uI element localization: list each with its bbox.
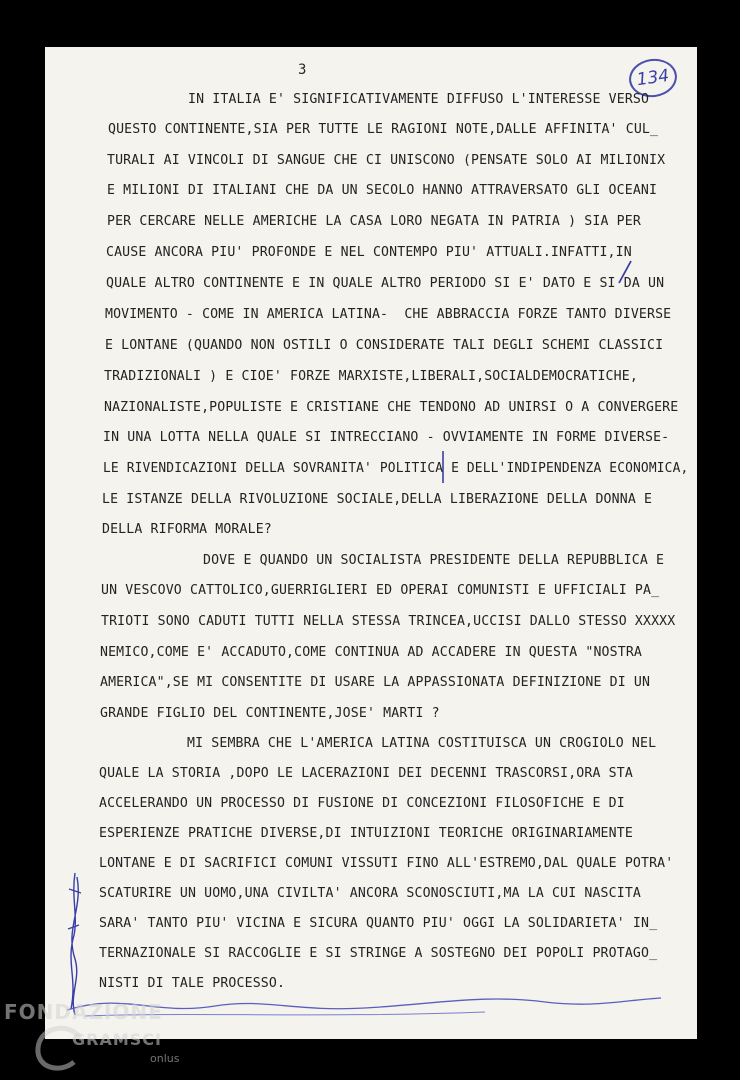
page-number: 3 [298, 62, 307, 78]
text-line: SARA' TANTO PIU' VICINA E SICURA QUANTO PIU' OGGI LA SOLIDARIETA' IN_ [99, 916, 658, 931]
text-line: QUESTO CONTINENTE,SIA PER TUTTE LE RAGIONI NOTE,DALLE AFFINITA' CUL_ [108, 122, 659, 137]
text-line: NAZIONALISTE,POPULISTE E CRISTIANE CHE TENDONO AD UNIRSI O A CONVERGERE [104, 400, 679, 415]
text-line: LONTANE E DI SACRIFICI COMUNI VISSUTI FINO ALL'ESTREMO,DAL QUALE POTRA' [99, 856, 674, 871]
text-line: ESPERIENZE PRATICHE DIVERSE,DI INTUIZIONI TEORICHE ORIGINARIAMENTE [99, 826, 633, 841]
text-line: PER CERCARE NELLE AMERICHE LA CASA LORO NEGATA IN PATRIA ) SIA PER [107, 214, 641, 229]
foundation-watermark [0, 990, 200, 1080]
text-line: UN VESCOVO CATTOLICO,GUERRIGLIERI ED OPERAI COMUNISTI E UFFICIALI PA_ [101, 583, 660, 598]
text-line: AMERICA",SE MI CONSENTITE DI USARE LA APPASSIONATA DEFINIZIONE DI UN [100, 675, 651, 690]
text-line: CAUSE ANCORA PIU' PROFONDE E NEL CONTEMPO PIU' ATTUALI.INFATTI,IN [106, 245, 632, 260]
pen-tick-mark [615, 259, 635, 285]
text-line: LE RIVENDICAZIONI DELLA SOVRANITA' POLITICA E DELL'INDIPENDENZA ECONOMICA, [103, 461, 689, 476]
watermark-swirl-icon [30, 1018, 90, 1078]
text-line: TERNAZIONALE SI RACCOGLIE E SI STRINGE A SOSTEGNO DEI POPOLI PROTAGO_ [99, 946, 658, 961]
watermark-line-1: FONDAZIONE [4, 1000, 163, 1024]
text-line: NEMICO,COME E' ACCADUTO,COME CONTINUA AD ACCADERE IN QUESTA "NOSTRA [100, 645, 642, 660]
typewritten-page [45, 47, 697, 1039]
text-line: E MILIONI DI ITALIANI CHE DA UN SECOLO HANNO ATTRAVERSATO GLI OCEANI [107, 183, 658, 198]
text-line: ACCELERANDO UN PROCESSO DI FUSIONE DI CONCEZIONI FILOSOFICHE E DI [99, 796, 625, 811]
text-line: SCATURIRE UN UOMO,UNA CIVILTA' ANCORA SCONOSCIUTI,MA LA CUI NASCITA [99, 886, 641, 901]
text-line: E LONTANE (QUANDO NON OSTILI O CONSIDERATE TALI DEGLI SCHEMI CLASSICI [105, 338, 664, 353]
text-line: QUALE ALTRO CONTINENTE E IN QUALE ALTRO PERIODO SI E' DATO E SI DA UN [106, 276, 665, 291]
text-line: IN ITALIA E' SIGNIFICATIVAMENTE DIFFUSO L'INTERESSE VERSO [188, 92, 650, 107]
text-line: MOVIMENTO - COME IN AMERICA LATINA- CHE ABBRACCIA FORZE TANTO DIVERSE [105, 307, 672, 322]
text-line: MI SEMBRA CHE L'AMERICA LATINA COSTITUISCA UN CROGIOLO NEL [187, 736, 657, 751]
text-line: QUALE LA STORIA ,DOPO LE LACERAZIONI DEI DECENNI TRASCORSI,ORA STA [99, 766, 633, 781]
watermark-line-3: onlus [150, 1052, 180, 1065]
text-line: DELLA RIFORMA MORALE? [102, 522, 272, 537]
text-line: LE ISTANZE DELLA RIVOLUZIONE SOCIALE,DELLA LIBERAZIONE DELLA DONNA E [102, 492, 653, 507]
text-line: DOVE E QUANDO UN SOCIALISTA PRESIDENTE DELLA REPUBBLICA E [203, 553, 665, 568]
text-line: NISTI DI TALE PROCESSO. [99, 976, 286, 991]
text-line: IN UNA LOTTA NELLA QUALE SI INTRECCIANO - OVVIAMENTE IN FORME DIVERSE- [103, 430, 670, 445]
archive-number-stamp: 134 [627, 56, 680, 100]
text-line: GRANDE FIGLIO DEL CONTINENTE,JOSE' MARTI ? [100, 706, 440, 721]
pen-insert-mark [438, 449, 448, 485]
text-line: TRADIZIONALI ) E CIOE' FORZE MARXISTE,LIBERALI,SOCIALDEMOCRATICHE, [104, 369, 638, 384]
text-line: TURALI AI VINCOLI DI SANGUE CHE CI UNISCONO (PENSATE SOLO AI MILIONIX [107, 153, 666, 168]
watermark-line-2: GRAMSCI [72, 1030, 162, 1049]
text-line: TRIOTI SONO CADUTI TUTTI NELLA STESSA TRINCEA,UCCISI DALLO STESSO XXXXX [101, 614, 676, 629]
